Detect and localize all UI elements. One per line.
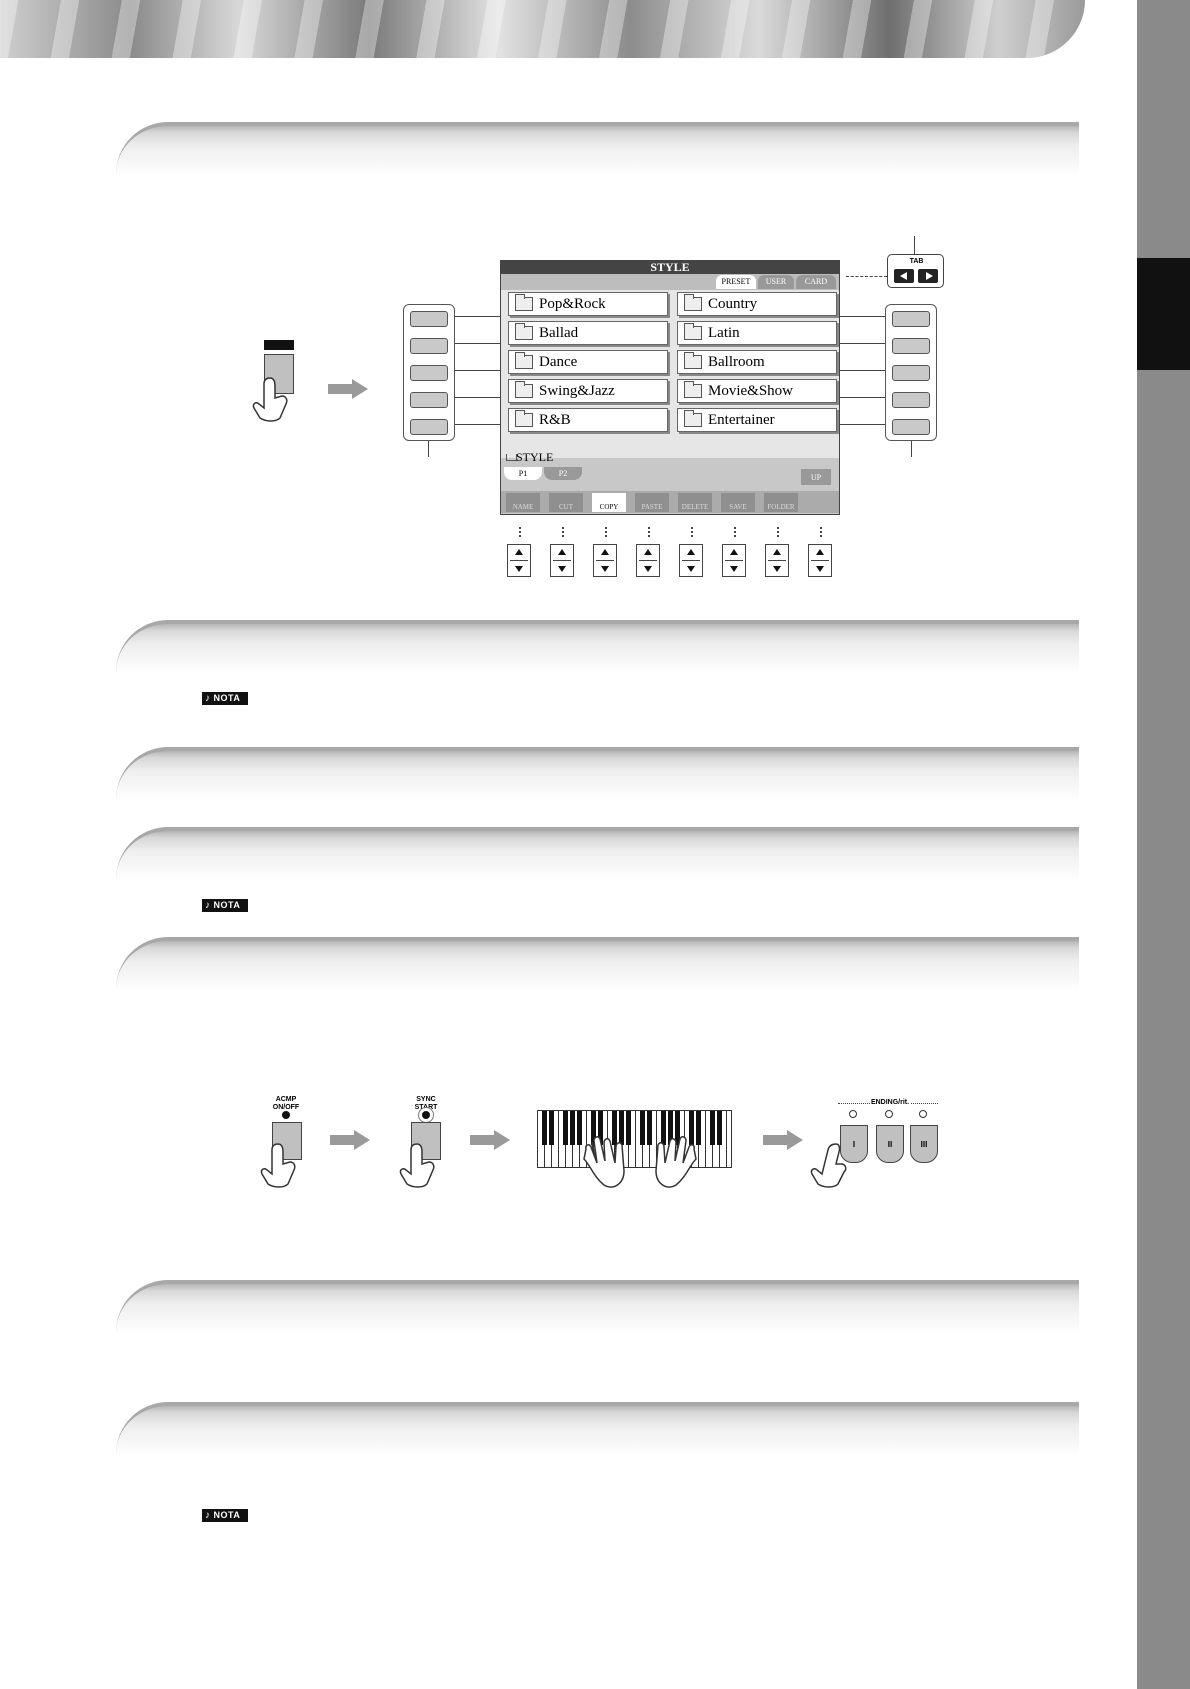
- connector-line: [455, 343, 500, 344]
- folder-label: Country: [708, 296, 758, 312]
- folder-label: Dance: [539, 354, 578, 370]
- callout-line: [428, 441, 429, 457]
- black-key[interactable]: [542, 1111, 547, 1145]
- connector-line: [455, 397, 500, 398]
- triangle-down-icon: [687, 566, 695, 572]
- folder-button[interactable]: [508, 350, 668, 374]
- panel-button-c[interactable]: [410, 365, 448, 381]
- chapter-tab: [1137, 258, 1190, 370]
- lcd-screen: [500, 260, 840, 515]
- ending-led-3: [919, 1110, 927, 1118]
- menu-cut[interactable]: CUT: [549, 493, 583, 512]
- triangle-down-icon: [730, 566, 738, 572]
- dotted-connector: [562, 527, 564, 539]
- section-bar-5: [116, 937, 1079, 991]
- panel-button-i[interactable]: [892, 392, 930, 408]
- triangle-up-icon: [601, 549, 609, 555]
- folder-button[interactable]: [508, 292, 668, 316]
- acmp-led: [282, 1111, 290, 1119]
- folder-label: R&B: [539, 412, 571, 428]
- screen-tab-bar: [501, 274, 839, 290]
- up-down-button[interactable]: [550, 544, 574, 577]
- arrow-right-icon: [330, 1130, 370, 1150]
- dotted-connector: [648, 527, 650, 539]
- nota-badge: [202, 692, 248, 705]
- ending-led-1: [849, 1110, 857, 1118]
- triangle-up-icon: [687, 549, 695, 555]
- page-tab-p1[interactable]: P1: [504, 467, 542, 480]
- panel-button-a[interactable]: [410, 311, 448, 327]
- triangle-up-icon: [644, 549, 652, 555]
- folder-grid: [501, 290, 839, 458]
- music-note-icon: ♪: [205, 900, 211, 911]
- folder-label: Latin: [708, 325, 740, 341]
- menu-delete[interactable]: DELETE: [678, 493, 712, 512]
- connector-line: [840, 397, 885, 398]
- ending-button-1[interactable]: I: [840, 1125, 868, 1163]
- up-down-button[interactable]: [808, 544, 832, 577]
- hand-pointer-icon: [806, 1140, 850, 1190]
- dotted-connector: [691, 527, 693, 539]
- panel-button-d[interactable]: [410, 392, 448, 408]
- ending-button-3[interactable]: III: [910, 1125, 938, 1163]
- ending-label: ENDING/rit.: [870, 1099, 910, 1106]
- folder-icon: [515, 355, 533, 369]
- triangle-down-icon: [601, 566, 609, 572]
- triangle-left-icon: [900, 272, 907, 280]
- page-tab-p2[interactable]: P2: [544, 467, 582, 480]
- menu-paste[interactable]: PASTE: [635, 493, 669, 512]
- folder-icon: [515, 413, 533, 427]
- nota-badge: [202, 1509, 248, 1522]
- black-key[interactable]: [710, 1111, 715, 1145]
- arrow-right-icon: [470, 1130, 510, 1150]
- acmp-label: ACMP ON/OFF: [272, 1096, 300, 1111]
- folder-label: Movie&Show: [708, 383, 794, 399]
- connector-line: [455, 424, 500, 425]
- nota-label: NOTA: [213, 1510, 241, 1520]
- folder-label: Swing&Jazz: [539, 383, 615, 399]
- side-strip: [1137, 0, 1190, 1689]
- page-tabs: [501, 467, 839, 481]
- section-bar-1: [116, 122, 1079, 176]
- connector-line: [840, 370, 885, 371]
- tab-user[interactable]: USER: [758, 275, 794, 289]
- folder-button[interactable]: [677, 350, 837, 374]
- black-key[interactable]: [563, 1111, 568, 1145]
- folder-icon: [515, 326, 533, 340]
- folder-label: Pop&Rock: [539, 296, 606, 312]
- music-note-icon: ♪: [205, 693, 211, 704]
- triangle-up-icon: [773, 549, 781, 555]
- hands-playing-icon: [570, 1135, 710, 1195]
- triangle-up-icon: [730, 549, 738, 555]
- section-bar-7: [116, 1402, 1079, 1456]
- triangle-down-icon: [816, 566, 824, 572]
- ending-button-2[interactable]: II: [876, 1125, 904, 1163]
- right-panel-buttons: [885, 304, 937, 441]
- panel-button-f[interactable]: [892, 311, 930, 327]
- sync-start-led: [422, 1111, 430, 1119]
- dotted-connector: [519, 527, 521, 539]
- folder-button[interactable]: [677, 379, 837, 403]
- panel-button-e[interactable]: [410, 419, 448, 435]
- hand-pointer-icon: [256, 1140, 300, 1190]
- tab-card[interactable]: CARD: [796, 275, 836, 289]
- connector-line: [840, 343, 885, 344]
- tab-preset[interactable]: PRESET: [716, 275, 756, 289]
- callout-line: [914, 236, 915, 254]
- connector-line: [840, 424, 885, 425]
- ending-led-2: [885, 1110, 893, 1118]
- menu-copy[interactable]: COPY: [592, 493, 626, 512]
- folder-label: Ballad: [539, 325, 579, 341]
- folder-icon: [684, 326, 702, 340]
- folder-button[interactable]: [508, 321, 668, 345]
- dotted-connector: [777, 527, 779, 539]
- up-down-button[interactable]: [679, 544, 703, 577]
- folder-icon: [684, 384, 702, 398]
- screen-title: STYLE: [501, 261, 839, 274]
- folder-icon: [515, 297, 533, 311]
- folder-icon: [515, 384, 533, 398]
- connector-line: [840, 316, 885, 317]
- hand-pointer-icon: [248, 374, 292, 424]
- callout-line: [911, 441, 912, 457]
- up-down-button[interactable]: [507, 544, 531, 577]
- nota-badge: [202, 899, 248, 912]
- folder-label: Entertainer: [708, 412, 775, 428]
- panel-button-b[interactable]: [410, 338, 448, 354]
- up-down-button[interactable]: [722, 544, 746, 577]
- arrow-right-icon: [763, 1130, 803, 1150]
- up-down-button[interactable]: [636, 544, 660, 577]
- section-bar-6: [116, 1280, 1079, 1334]
- panel-button-g[interactable]: [892, 338, 930, 354]
- folder-button[interactable]: [508, 379, 668, 403]
- section-bar-3: [116, 747, 1079, 801]
- triangle-down-icon: [644, 566, 652, 572]
- folder-button[interactable]: [677, 292, 837, 316]
- folder-icon: [684, 297, 702, 311]
- triangle-down-icon: [515, 566, 523, 572]
- left-panel-buttons: [403, 304, 455, 441]
- sync-start-label: SYNC START: [414, 1096, 438, 1111]
- folder-button[interactable]: [677, 408, 837, 432]
- section-bar-4: [116, 827, 1079, 881]
- nota-label: NOTA: [213, 693, 241, 703]
- triangle-down-icon: [773, 566, 781, 572]
- triangle-up-icon: [558, 549, 566, 555]
- dotted-connector: [605, 527, 607, 539]
- dotted-connector: [734, 527, 736, 539]
- hand-pointer-icon: [395, 1140, 439, 1190]
- up-down-button[interactable]: [593, 544, 617, 577]
- triangle-down-icon: [558, 566, 566, 572]
- panel-button-h[interactable]: [892, 365, 930, 381]
- triangle-up-icon: [515, 549, 523, 555]
- panel-button-j[interactable]: [892, 419, 930, 435]
- menu-name[interactable]: NAME: [506, 493, 540, 512]
- black-key[interactable]: [549, 1111, 554, 1145]
- menu-save[interactable]: SAVE: [721, 493, 755, 512]
- connector-line: [455, 370, 500, 371]
- nota-label: NOTA: [213, 900, 241, 910]
- style-button-led: [264, 340, 294, 350]
- section-bar-2: [116, 620, 1079, 674]
- tab-left-button[interactable]: [894, 269, 914, 283]
- music-note-icon: ♪: [205, 1510, 211, 1521]
- folder-icon: [684, 413, 702, 427]
- up-button[interactable]: UP: [801, 469, 831, 485]
- header-decorative-band: [0, 0, 1085, 58]
- tab-buttons: [887, 254, 944, 288]
- connector-line: [455, 316, 500, 317]
- black-key[interactable]: [717, 1111, 722, 1145]
- triangle-right-icon: [926, 272, 933, 280]
- dotted-connector: [820, 527, 822, 539]
- folder-button[interactable]: [508, 408, 668, 432]
- arrow-right-icon: [328, 379, 368, 399]
- screen-menu: [501, 491, 839, 513]
- tab-dotted-connector: [846, 276, 887, 277]
- menu-folder[interactable]: FOLDER: [764, 493, 798, 512]
- current-folder-label: STYLE: [516, 450, 554, 464]
- folder-label: Ballroom: [708, 354, 765, 370]
- triangle-up-icon: [816, 549, 824, 555]
- tab-label: TAB: [909, 258, 924, 265]
- tab-right-button[interactable]: [918, 269, 938, 283]
- folder-icon: [684, 355, 702, 369]
- up-down-button[interactable]: [765, 544, 789, 577]
- folder-button[interactable]: [677, 321, 837, 345]
